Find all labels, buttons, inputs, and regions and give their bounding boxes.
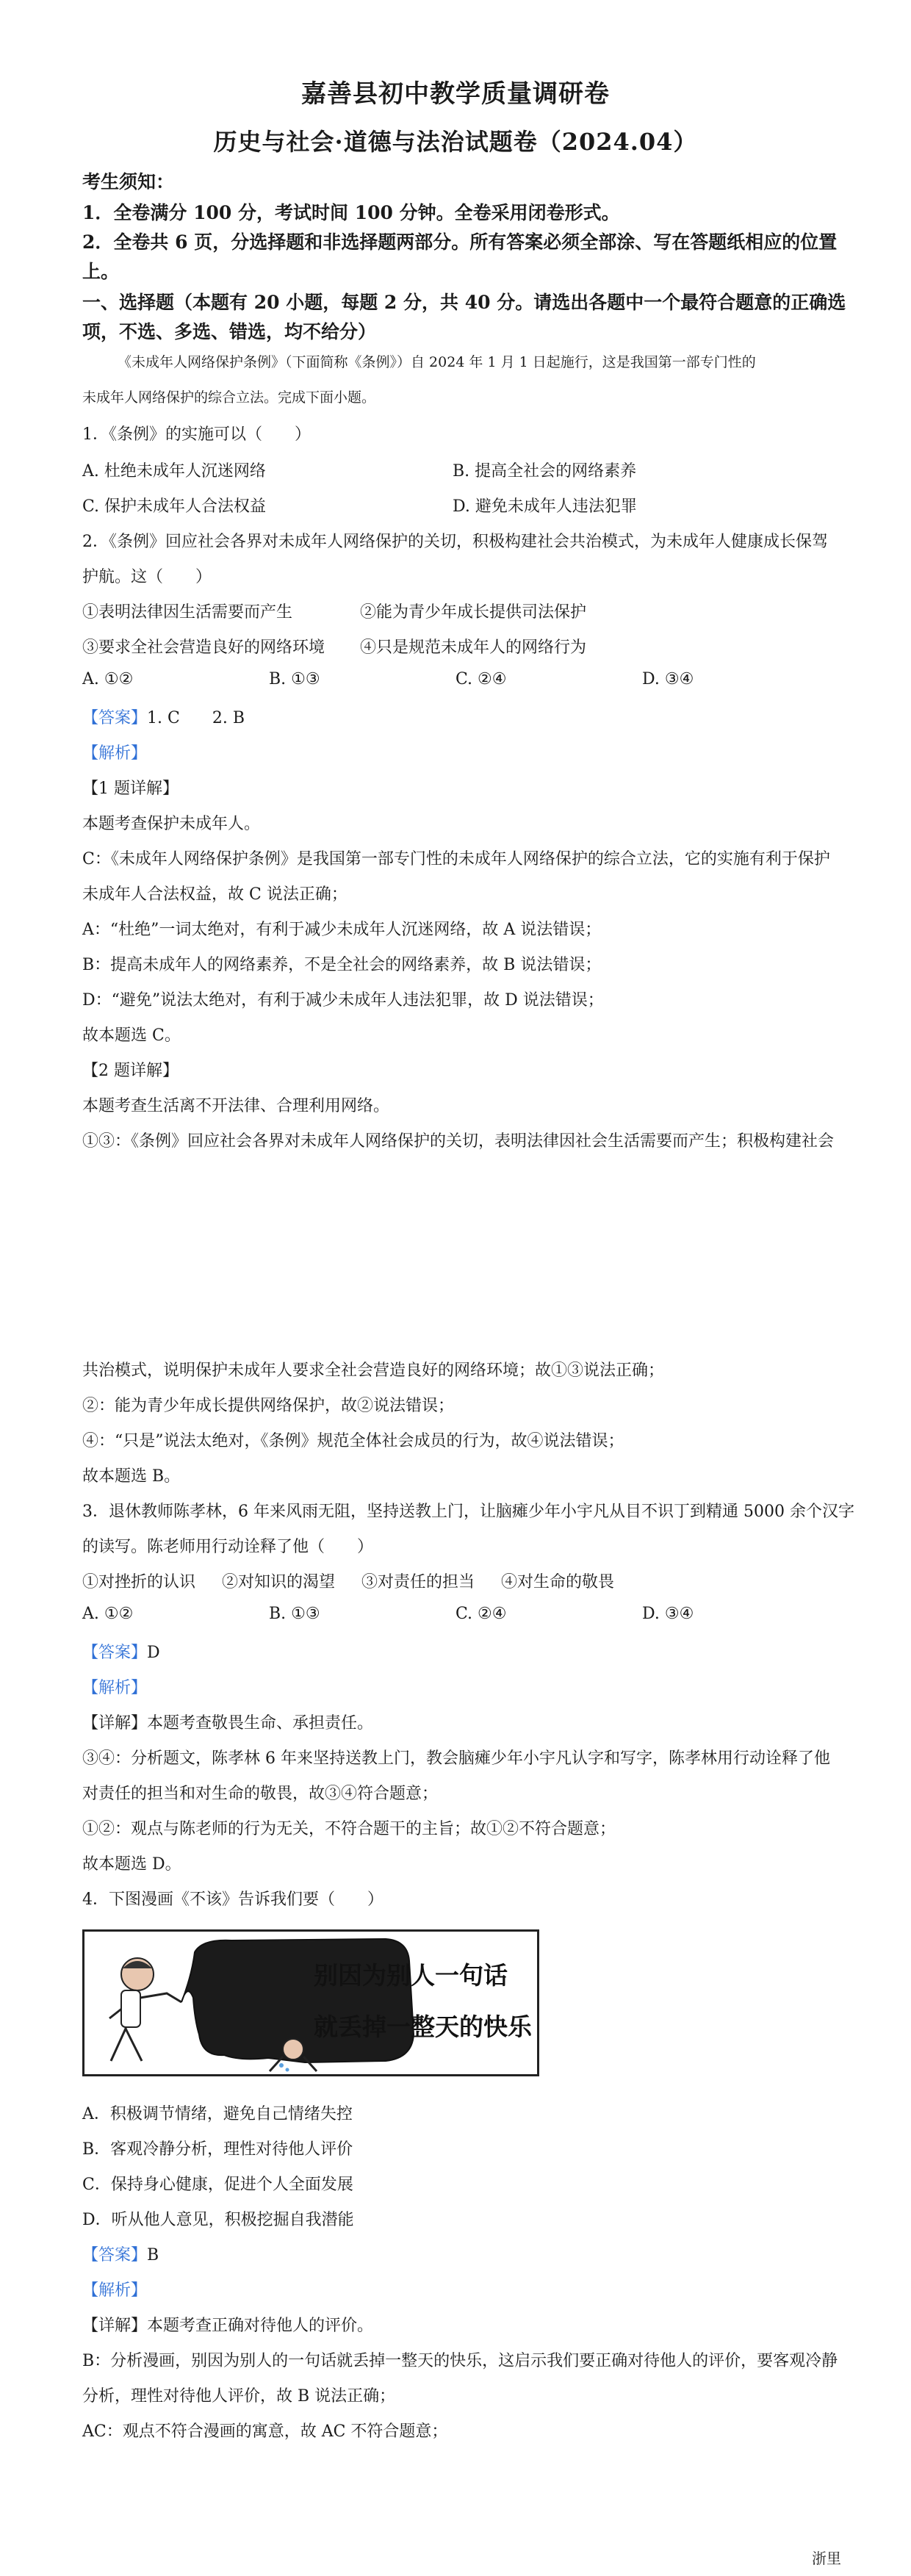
q4-detail-line: AC：观点不符合漫画的寓意，故 AC 不符合题意； [82, 2422, 448, 2441]
q2-option-a: A. ①② [82, 670, 134, 688]
detail-q1-line: 故本题选 C。 [82, 1026, 181, 1045]
comic-image [82, 1929, 539, 2076]
q3-stem: 3．退休教师陈孝林，6 年来风雨无阻，坚持送教上门，让脑瘫少年小宇凡从目不识丁到精通 5000 余个汉字 [82, 1503, 854, 1521]
answer-row-q1-q2 [82, 705, 832, 728]
notice-item-1: 1．全卷满分 100 分，考试时间 100 分钟。全卷采用闭卷形式。 [82, 202, 620, 223]
q3-option-b: B. ①③ [269, 1605, 320, 1623]
q1-option-c: C. 保护未成年人合法权益 [82, 497, 267, 516]
q1-option-d: D. 避免未成年人违法犯罪 [453, 497, 637, 516]
q3-detail-line: 对责任的担当和对生命的敬畏，故③④符合题意； [82, 1785, 439, 1803]
q4-detail-line: B：分析漫画，别因为别人的一句话就丢掉一整天的快乐，这启示我们要正确对待他人的评价，要客观冷静 [82, 2352, 838, 2370]
detail-q2-line: ①③：《条例》回应社会各界对未成年人网络保护的关切，表明法律因社会生活需要而产生；积极构建社会 [82, 1132, 835, 1151]
detail-q1-line: C：《未成年人网络保护条例》是我国第一部专门性的未成年人网络保护的综合立法，它的实施有利于保护 [82, 850, 830, 868]
q4-option-d: D．听从他人意见，积极挖掘自我潜能 [82, 2211, 354, 2229]
section1-intro: 《未成年人网络保护条例》（下面简称《条例》）自 2024 年 1 月 1 日起施行，这是我国第一部专门性的 [118, 354, 756, 370]
answer-tag: 【答案】 [82, 709, 148, 727]
q3-detail-row [82, 1710, 832, 1733]
detail-tag: 【详解】 [82, 1714, 148, 1733]
answer-text: D [147, 1644, 160, 1662]
detail-q1-tag: 【1 题详解】 [82, 780, 179, 798]
q3-option-d: D. ③④ [642, 1605, 694, 1623]
q1-option-b: B. 提高全社会的网络素养 [453, 462, 637, 481]
q4-detail-line: 分析，理性对待他人评价，故 B 说法正确； [82, 2387, 396, 2406]
q2-option-d: D. ③④ [642, 670, 694, 688]
section1-heading-cont: 项，不选、多选、错选，均不给分） [82, 321, 377, 342]
detail-q2-line: ②：能为青少年成长提供网络保护，故②说法错误； [82, 1397, 455, 1415]
q1-option-a: A. 杜绝未成年人沉迷网络 [82, 462, 266, 481]
q4-option-a: A．积极调节情绪，避免自己情绪失控 [82, 2105, 353, 2123]
q3-option-c: C. ②④ [455, 1605, 507, 1623]
q3-item-3: ③对责任的担当 [361, 1573, 475, 1591]
notice-heading: 考生须知： [82, 171, 175, 193]
detail-q2-tag: 【2 题详解】 [82, 1062, 179, 1080]
answer-text: B [147, 2246, 159, 2264]
q3-item-4: ④对生命的敬畏 [501, 1573, 615, 1591]
q2-item-3: ③要求全社会营造良好的网络环境 [82, 638, 325, 657]
detail-text: 本题考查正确对待他人的评价。 [147, 2317, 374, 2335]
page-footer: 浙里 [812, 2550, 841, 2567]
detail-text: 本题考查敬畏生命、承担责任。 [147, 1714, 374, 1733]
q2-item-4: ④只是规范未成年人的网络行为 [360, 638, 587, 657]
q2-option-b: B. ①③ [269, 670, 320, 688]
q2-item-1: ①表明法律因生活需要而产生 [82, 603, 293, 622]
page-subtitle: 历史与社会·道德与法治试题卷（2024.04） [213, 128, 698, 156]
detail-q1-line: B：提高未成年人的网络素养，不是全社会的网络素养，故 B 说法错误； [82, 956, 602, 974]
answer-tag: 【答案】 [82, 2246, 148, 2264]
detail-q2-line: 故本题选 B。 [82, 1467, 181, 1486]
notice-item-2-cont: 上。 [82, 261, 120, 282]
q4-stem: 4．下图漫画《不该》告诉我们要（ ） [82, 1890, 384, 1909]
page-title: 嘉善县初中教学质量调研卷 [301, 79, 610, 109]
q3-item-2: ②对知识的渴望 [222, 1573, 336, 1591]
detail-q1-line: 本题考查保护未成年人。 [82, 815, 261, 833]
comic-caption-line2: 就丢掉一整天的快乐 [314, 2012, 532, 2041]
q2-stem: 2．《条例》回应社会各界对未成年人网络保护的关切，积极构建社会共治模式，为未成年人健康成长保驾 [82, 533, 829, 551]
q4-answer-row [82, 2242, 832, 2265]
detail-q1-line: D：“避免”说法太绝对，有利于减少未成年人违法犯罪，故 D 说法错误； [82, 991, 604, 1010]
answer-text: 1. C 2. B [147, 709, 245, 727]
q2-option-c: C. ②④ [455, 670, 507, 688]
q3-option-a: A. ①② [82, 1605, 134, 1623]
q4-detail-row [82, 2313, 832, 2336]
q3-detail-line: ③④：分析题文，陈孝林 6 年来坚持送教上门，教会脑瘫少年小宇凡认字和写字，陈孝林用行动诠释了他 [82, 1749, 830, 1768]
detail-q1-line: 未成年人合法权益，故 C 说法正确； [82, 885, 348, 904]
notice-item-2: 2．全卷共 6 页，分选择题和非选择题两部分。所有答案必须全部涂、写在答题纸相应的位置 [82, 231, 838, 253]
section1-intro-cont: 未成年人网络保护的综合立法。完成下面小题。 [82, 389, 376, 406]
q3-detail-line: 故本题选 D。 [82, 1855, 181, 1874]
q3-stem-cont: 的读写。陈老师用行动诠释了他（ ） [82, 1538, 374, 1556]
q3-answer-row [82, 1640, 832, 1663]
detail-q1-line: A：“杜绝”一词太绝对，有利于减少未成年人沉迷网络，故 A 说法错误； [82, 921, 602, 939]
analysis-tag: 【解析】 [82, 744, 148, 763]
q2-item-2: ②能为青少年成长提供司法保护 [360, 603, 587, 622]
q4-option-c: C．保持身心健康，促进个人全面发展 [82, 2176, 353, 2194]
q3-detail-line: ①②：观点与陈老师的行为无关，不符合题干的主旨；故①②不符合题意； [82, 1820, 616, 1838]
detail-q2-line: 本题考查生活离不开法律、合理利用网络。 [82, 1097, 390, 1115]
analysis-tag: 【解析】 [82, 2281, 148, 2300]
answer-tag: 【答案】 [82, 1644, 148, 1662]
detail-q2-line: ④：“只是”说法太绝对，《条例》规范全体社会成员的行为，故④说法错误； [82, 1432, 624, 1450]
q1-stem: 1．《条例》的实施可以（ ） [82, 425, 311, 444]
q3-item-1: ①对挫折的认识 [82, 1573, 196, 1591]
comic-caption-line1: 别因为别人一句话 [314, 1961, 508, 1990]
detail-tag: 【详解】 [82, 2317, 148, 2335]
section1-heading: 一、选择题（本题有 20 小题，每题 2 分，共 40 分。请选出各题中一个最符合题意的正确选 [82, 292, 846, 313]
comic-drawing [84, 1932, 537, 2074]
q2-stem-cont: 护航。这（ ） [82, 568, 212, 586]
analysis-tag: 【解析】 [82, 1679, 148, 1697]
detail-q2-line: 共治模式，说明保护未成年人要求全社会营造良好的网络环境；故①③说法正确； [82, 1361, 665, 1380]
q4-option-b: B．客观冷静分析，理性对待他人评价 [82, 2140, 353, 2159]
